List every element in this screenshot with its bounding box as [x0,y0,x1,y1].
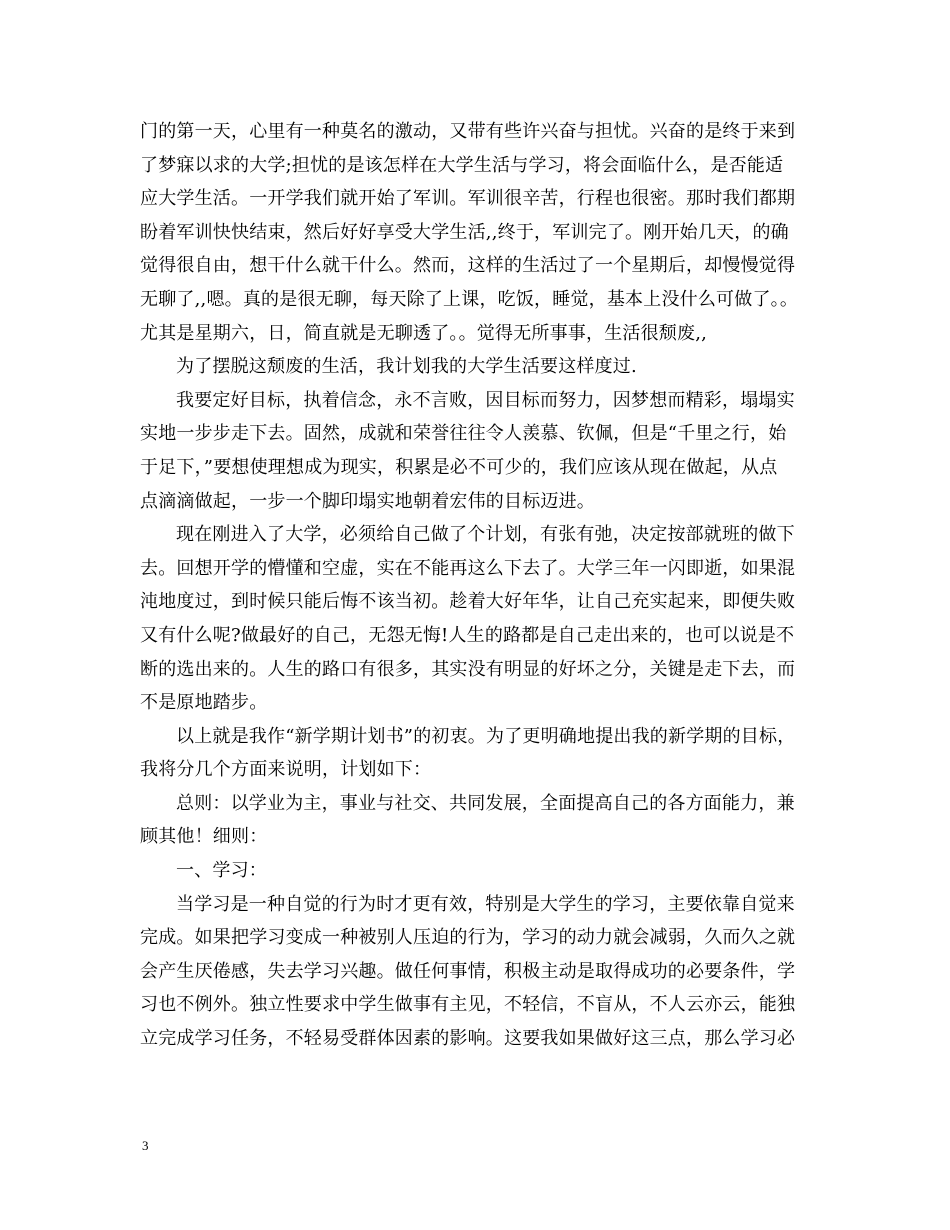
text-line: 去。回想开学的懵懂和空虚，实在不能再这么下去了。大学三年一闪即逝，如果混 [140,557,796,579]
text-line: 点滴滴做起，一步一个脚印塌实地朝着宏伟的目标迈进。 [140,490,595,512]
text-line: 断的选出来的。人生的路口有很多，其实没有明显的好坏之分，关键是走下去，而 [140,658,796,680]
text-line: 沌地度过，到时候只能后悔不该当初。趁着大好年华，让自己充实起来，即便失败 [140,591,796,613]
text-line: 总则：以学业为主，事业与社交、共同发展，全面提高自己的各方面能力，兼 [176,792,795,814]
text-line: 现在刚进入了大学，必须给自己做了个计划，有张有弛，决定按部就班的做下 [176,524,795,546]
text-line: 我将分几个方面来说明，计划如下： [140,759,432,781]
text-line: 习也不例外。独立性要求中学生做事有主见，不轻信，不盲从，不人云亦云，能独 [140,994,796,1016]
text-line: 实地一步步走下去。固然，成就和荣誉往往令人羡慕、钦佩，但是“千里之行，始 [140,423,787,445]
text-line: 尤其是星期六，日，简直就是无聊透了。。觉得无所事事，生活很颓废,, [140,322,708,344]
text-line: 会产生厌倦感，失去学习兴趣。做任何事情，积极主动是取得成功的必要条件，学 [140,960,796,982]
text-line: 一、学习： [176,860,267,882]
text-line: 又有什么呢?做最好的自己，无怨无悔!人生的路都是自己走出来的，也可以说是不 [140,624,795,646]
text-line: 立完成学习任务，不轻易受群体因素的影响。这要我如果做好这三点，那么学习必 [140,1028,796,1050]
text-line: 应大学生活。一开学我们就开始了军训。军训很辛苦，行程也很密。那时我们都期 [140,188,796,210]
text-line: 以上就是我作“新学期计划书”的初衷。为了更明确地提出我的新学期的目标， [176,725,796,747]
text-line: 不是原地踏步。 [140,692,268,714]
text-line: 门的第一天，心里有一种莫名的激动，又带有些许兴奋与担忧。兴奋的是终于来到 [140,121,796,142]
text-line: 我要定好目标，执着信念，永不言败，因目标而努力，因梦想而精彩，塌塌实 [176,389,795,411]
text-line: 为了摆脱这颓废的生活，我计划我的大学生活要这样度过. [176,356,637,378]
text-line: 完成。如果把学习变成一种被别人压迫的行为，学习的动力就会减弱，久而久之就 [140,927,796,949]
page-number: 3 [142,1138,149,1153]
text-line: 了梦寐以求的大学;担忧的是该怎样在大学生活与学习，将会面临什么，是否能适 [140,154,784,176]
text-line: 无聊了,,嗯。真的是很无聊，每天除了上课，吃饭，睡觉，基本上没什么可做了。。 [140,288,799,310]
text-line: 顾其他！细则： [140,826,268,848]
text-line: 于足下，”要想使理想成为现实，积累是必不可少的，我们应该从现在做起，从点 [140,456,778,478]
text-line: 当学习是一种自觉的行为时才更有效，特别是大学生的学习，主要依靠自觉来 [176,893,795,915]
text-line: 觉得很自由，想干什么就干什么。然而，这样的生活过了一个星期后，却慢慢觉得 [140,255,796,277]
text-line: 盼着军训快快结束，然后好好享受大学生活,,终于，军训完了。刚开始几天，的确 [140,221,789,243]
body-text [140,115,820,1056]
